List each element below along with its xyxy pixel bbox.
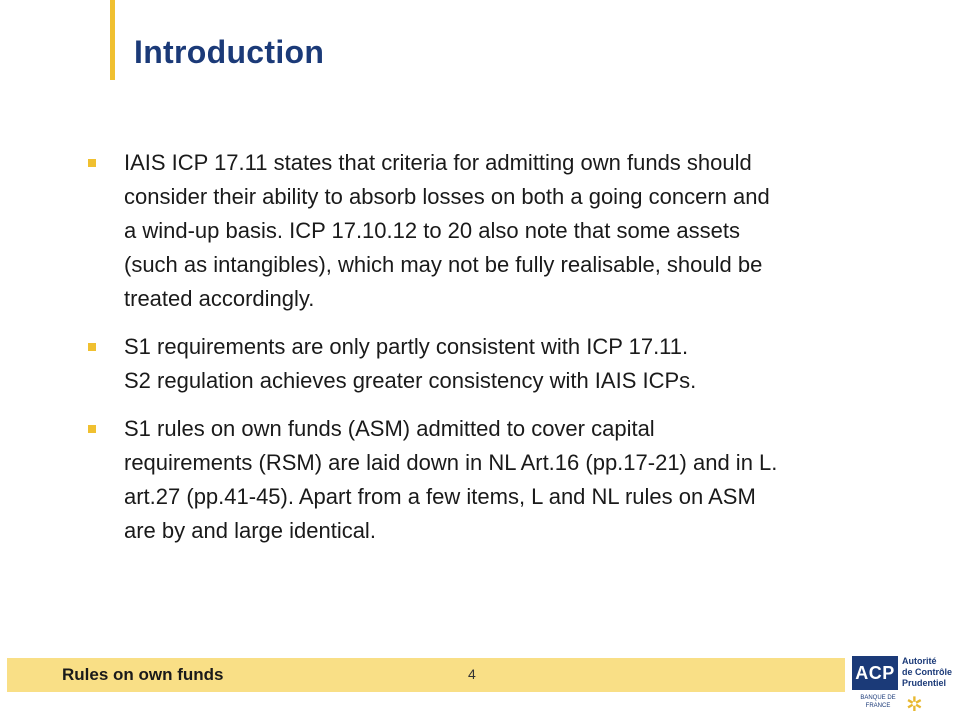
footer-title: Rules on own funds <box>62 665 224 684</box>
acp-logo <box>850 652 958 718</box>
logo-line: Prudentiel <box>902 678 947 688</box>
bullet-item <box>84 412 914 548</box>
slide-content <box>84 146 914 562</box>
page-number: 4 <box>468 666 476 682</box>
logo-line: Autorité <box>902 656 937 666</box>
title-accent-bar <box>110 0 115 80</box>
logo-bank-text: BANQUE DE FRANCE <box>860 695 896 709</box>
logo-line: de Contrôle <box>902 667 953 677</box>
logo-mark: ACP <box>852 656 898 690</box>
bullet-text: S1 requirements are only partly consistent with ICP 17.11. S2 regulation achieves greater consistency with IAIS ICPs. <box>124 334 697 393</box>
bullet-item <box>84 330 914 398</box>
bullet-text: IAIS ICP 17.11 states that criteria for admitting own funds should consider their ability to absorb losses on both a going concern and a wind-up basis. ICP 17.10.12 to 20 also note that some assets (such as intangibles), which may not be fully realisable, should be treated accordingly. <box>124 150 770 311</box>
bullet-square-icon <box>88 159 96 167</box>
page-title: Introduction <box>134 34 325 70</box>
logo-text <box>902 656 958 689</box>
bullet-square-icon <box>88 343 96 351</box>
bullet-item <box>84 146 914 316</box>
logo-star-icon: ✲ <box>906 694 923 716</box>
bullet-square-icon <box>88 425 96 433</box>
bullet-text: S1 rules on own funds (ASM) admitted to cover capital requirements (RSM) are laid down in NL Art.16 (pp.17-21) and in L. art.27 (pp.41-45). Apart from a few items, L and NL rules on ASM are by and large identical. <box>124 416 778 543</box>
